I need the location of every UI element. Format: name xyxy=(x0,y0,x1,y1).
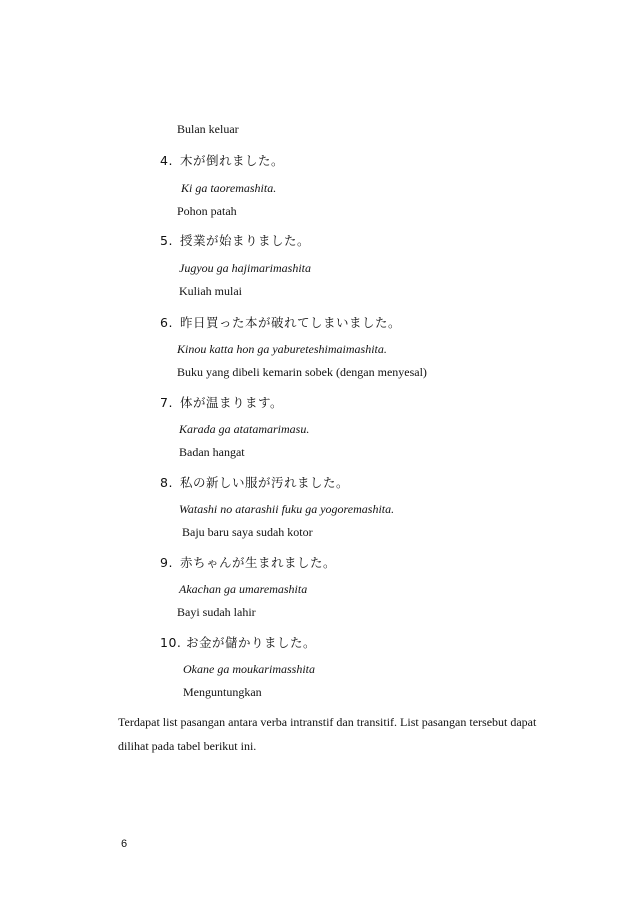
example-4-number: 4. xyxy=(160,153,173,168)
example-8-number: 8. xyxy=(160,475,173,490)
example-8-meaning: Baju baru saya sudah kotor xyxy=(182,525,313,539)
example-10-meaning: Menguntungkan xyxy=(183,685,262,699)
example-5-japanese: 5. 授業が始まりました。 xyxy=(160,233,311,248)
example-6-japanese: 6. 昨日買った本が破れてしまいました。 xyxy=(160,315,402,330)
example-8-romaji: Watashi no atarashii fuku ga yogoremashita. xyxy=(179,502,395,516)
example-5-number: 5. xyxy=(160,233,173,248)
example-9-meaning: Bayi sudah lahir xyxy=(177,605,256,619)
example-9-number: 9. xyxy=(160,555,173,570)
example-10-romaji: Okane ga moukarimasshita xyxy=(183,662,315,676)
example-9-romaji: Akachan ga umaremashita xyxy=(179,582,308,596)
closing-paragraph: Terdapat list pasangan antara verba intranstif dan transitif. List pasangan tersebut dapat dilihat pada tabel berikut ini. xyxy=(118,715,537,753)
example-4-romaji: Ki ga taoremashita. xyxy=(181,181,277,195)
example-4-japanese: 4. 木が倒れました。 xyxy=(160,153,285,168)
example-6-romaji: Kinou katta hon ga yabureteshimaimashita. xyxy=(177,342,387,356)
example-7-number: 7. xyxy=(160,395,173,410)
example-5-meaning: Kuliah mulai xyxy=(179,284,242,298)
example-9-japanese: 9. 赤ちゃんが生まれました。 xyxy=(160,555,337,570)
example-7-meaning: Badan hangat xyxy=(179,445,245,459)
example-4-meaning: Pohon patah xyxy=(177,204,237,218)
example-5-romaji: Jugyou ga hajimarimashita xyxy=(179,261,311,275)
example-10-japanese: 10. お金が儲かりました。 xyxy=(160,635,317,650)
example-6-meaning: Buku yang dibeli kemarin sobek (dengan menyesal) xyxy=(177,365,427,379)
example-7-japanese: 7. 体が温まります。 xyxy=(160,395,284,410)
example-6-number: 6. xyxy=(160,315,173,330)
continuation-meaning: Bulan keluar xyxy=(177,122,239,136)
example-7-romaji: Karada ga atatamarimasu. xyxy=(179,422,310,436)
page-number: 6 xyxy=(121,838,128,850)
example-8-japanese: 8. 私の新しい服が汚れました。 xyxy=(160,475,350,490)
example-10-number: 10. xyxy=(160,635,182,650)
